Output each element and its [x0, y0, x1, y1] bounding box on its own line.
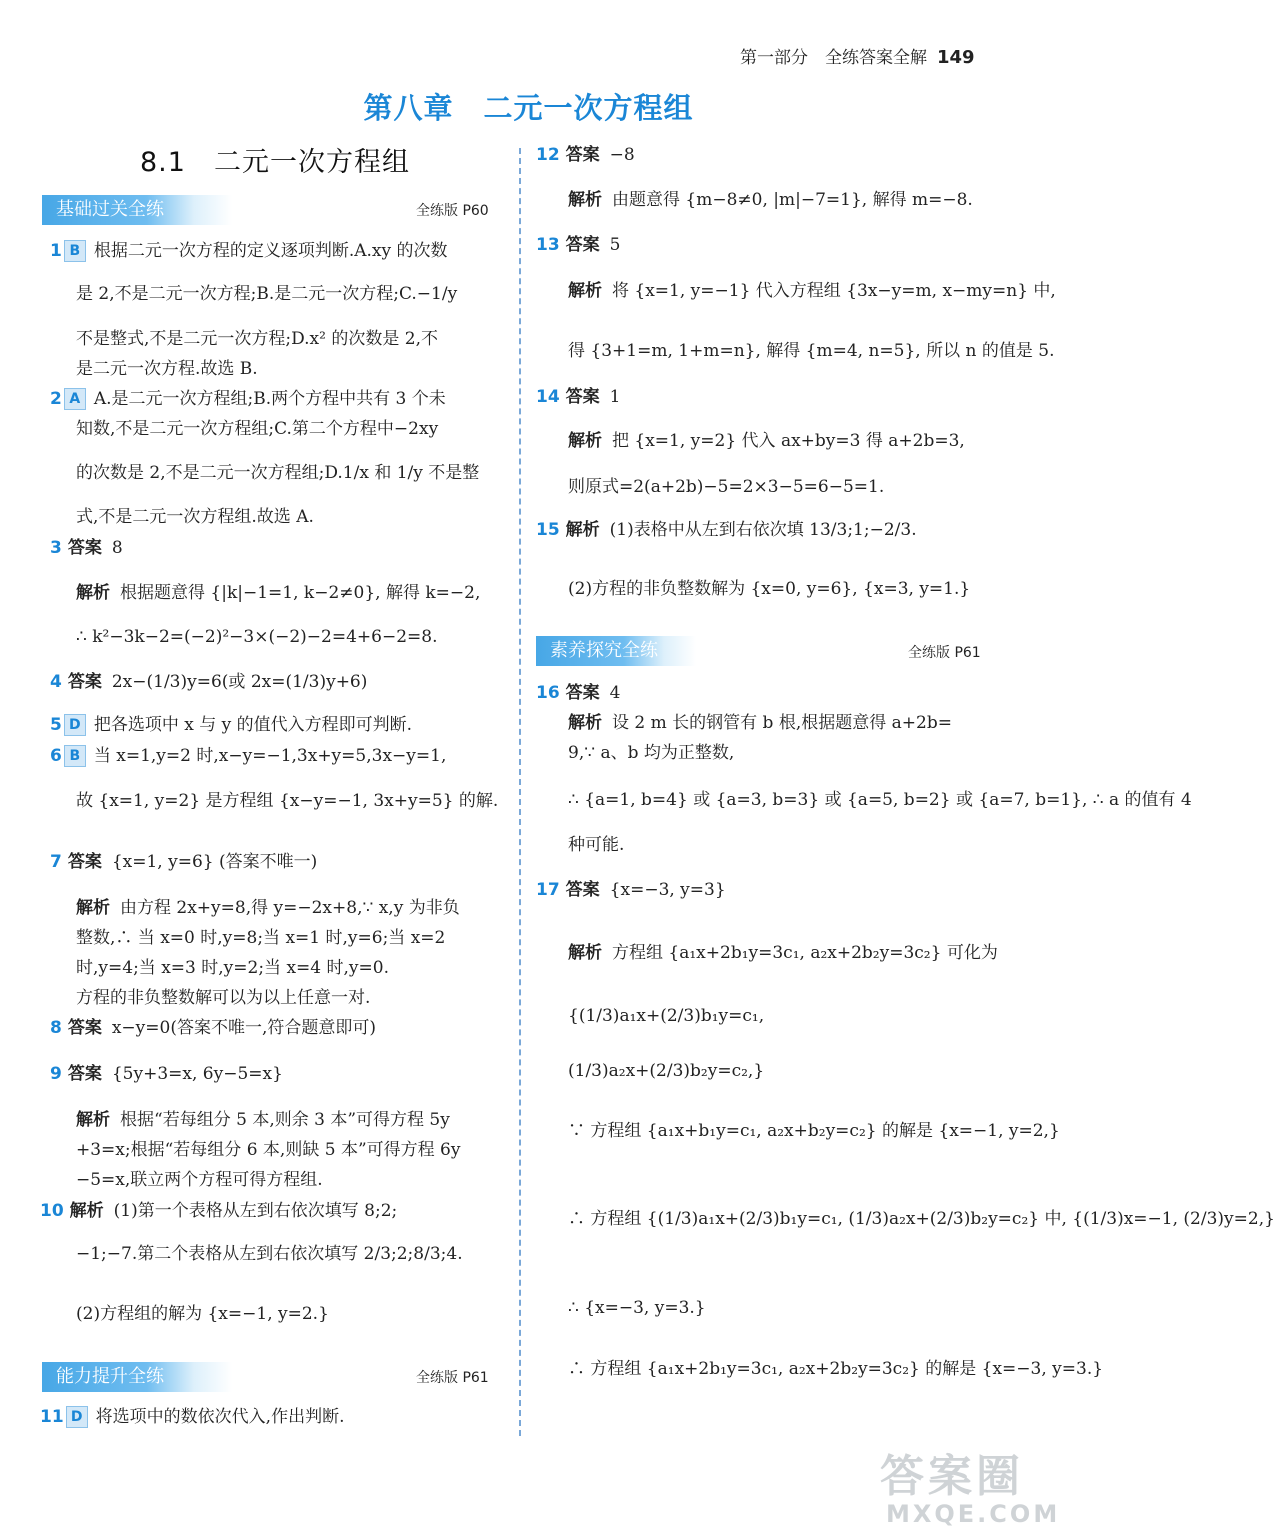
item-number: 3 — [50, 538, 62, 558]
analysis-label: 解析 — [568, 713, 602, 733]
line: 根据二元一次方程的定义逐项判断.A.xy 的次数 — [93, 241, 448, 261]
analysis-line — [76, 897, 460, 919]
item-number: 6 — [50, 746, 62, 766]
line: 将选项中的数依次代入,作出判断. — [95, 1407, 345, 1427]
analysis-line — [76, 582, 480, 604]
analysis-line — [568, 430, 965, 452]
line: {x=1, y=6} (答案不唯一) — [111, 852, 318, 872]
chapter-title: 第八章 二元一次方程组 — [363, 91, 694, 125]
item-8 — [50, 1017, 376, 1039]
analysis-label: 解析 — [76, 1110, 110, 1130]
line: −5=x,联立两个方程可得方程组. — [76, 1170, 323, 1190]
section-banner-ability: 能力提升全练 — [42, 1362, 232, 1392]
item-14 — [536, 386, 621, 408]
line: 得 {3+1=m, 1+m=n}, 解得 {m=4, n=5}, 所以 n 的值是 5. — [568, 341, 1055, 361]
item-10 — [40, 1200, 397, 1222]
analysis-label: 解析 — [565, 520, 600, 540]
item-number: 11 — [40, 1407, 64, 1427]
answer-label: 答案 — [565, 145, 600, 165]
line: ∴ {a=1, b=4} 或 {a=3, b=3} 或 {a=5, b=2} 或 {a=7, b=1}, ∴ a 的值有 4 — [568, 790, 1192, 810]
analysis-line — [568, 189, 973, 211]
choice-badge: B — [64, 240, 86, 262]
line: 是 2,不是二元一次方程;B.是二元一次方程;C.−1/y — [76, 284, 458, 304]
analysis-line — [568, 942, 998, 964]
line: 则原式=2(a+2b)−5=2×3−5=6−5=1. — [568, 477, 885, 497]
running-head-text: 第一部分 全练答案全解 — [740, 48, 927, 68]
line: ∵ 方程组 {a₁x+b₁y=c₁, a₂x+b₂y=c₂} 的解是 {x=−1, y=2,} — [568, 1121, 1060, 1141]
line: 设 2 m 长的钢管有 b 根,根据题意得 a+2b= — [612, 713, 952, 733]
item-number: 13 — [536, 235, 560, 255]
item-number: 5 — [50, 715, 62, 735]
line: 把各选项中 x 与 y 的值代入方程即可判断. — [93, 715, 413, 735]
line: ∴ 方程组 {a₁x+2b₁y=3c₁, a₂x+2b₂y=3c₂} 的解是 {x=−3, y=3.} — [568, 1359, 1104, 1379]
section-title: 8.1 二元一次方程组 — [140, 147, 410, 178]
item-2 — [50, 388, 446, 410]
choice-badge: D — [64, 714, 86, 736]
item-12 — [536, 144, 635, 166]
line: 故 {x=1, y=2} 是方程组 {x−y=−1, 3x+y=5} 的解. — [76, 791, 499, 811]
answer-label: 答案 — [67, 1018, 102, 1038]
analysis-line — [76, 1109, 450, 1131]
item-4 — [50, 671, 367, 693]
answer-label: 答案 — [565, 880, 600, 900]
analysis-label: 解析 — [568, 281, 602, 301]
answer-label: 答案 — [67, 1064, 102, 1084]
line: 当 x=1,y=2 时,x−y=−1,3x+y=5,3x−y=1, — [93, 746, 447, 766]
section-ref-literacy: 全练版 P61 — [908, 645, 981, 661]
line: 不是整式,不是二元一次方程;D.x² 的次数是 2,不 — [76, 329, 438, 349]
answer-label: 答案 — [67, 672, 102, 692]
line: 8 — [111, 538, 123, 558]
item-number: 16 — [536, 683, 560, 703]
line: (1/3)a₂x+(2/3)b₂y=c₂,} — [568, 1061, 765, 1081]
line: 的次数是 2,不是二元一次方程组;D.1/x 和 1/y 不是整 — [76, 463, 480, 483]
line: 4 — [609, 683, 621, 703]
answer-label: 答案 — [67, 852, 102, 872]
item-3 — [50, 537, 123, 559]
line: 2x−(1/3)y=6(或 2x=(1/3)y+6) — [111, 672, 368, 692]
line: A.是二元一次方程组;B.两个方程中共有 3 个未 — [93, 389, 446, 409]
line: 由题意得 {m−8≠0, |m|−7=1}, 解得 m=−8. — [612, 190, 973, 210]
item-number: 10 — [40, 1201, 64, 1221]
choice-badge: A — [64, 388, 86, 410]
item-number: 15 — [536, 520, 560, 540]
item-9 — [50, 1063, 283, 1085]
item-number: 1 — [50, 241, 62, 261]
line: 9,∵ a、b 均为正整数, — [568, 743, 735, 763]
page-number: 149 — [937, 47, 975, 68]
analysis-label: 解析 — [76, 898, 110, 918]
item-5 — [50, 714, 412, 736]
answer-label: 答案 — [565, 683, 600, 703]
line: 式,不是二元一次方程组.故选 A. — [76, 507, 314, 527]
column-divider — [519, 148, 521, 1436]
line: 把 {x=1, y=2} 代入 ax+by=3 得 a+2b=3, — [612, 431, 965, 451]
answer-label: 答案 — [565, 387, 600, 407]
item-17 — [536, 879, 726, 901]
item-number: 4 — [50, 672, 62, 692]
item-number: 14 — [536, 387, 560, 407]
line: −8 — [609, 145, 635, 165]
item-11 — [40, 1406, 344, 1428]
item-number: 8 — [50, 1018, 62, 1038]
section-ref-ability: 全练版 P61 — [416, 1370, 489, 1386]
item-number: 12 — [536, 145, 560, 165]
analysis-label: 解析 — [568, 431, 602, 451]
line: 方程的非负整数解可以为以上任意一对. — [76, 988, 371, 1008]
line: 由方程 2x+y=8,得 y=−2x+8,∵ x,y 为非负 — [120, 898, 460, 918]
line: 根据题意得 {|k|−1=1, k−2≠0}, 解得 k=−2, — [120, 583, 481, 603]
line: (1)表格中从左到右依次填 13/3;1;−2/3. — [609, 520, 917, 540]
watermark-logo: 答案圈 — [880, 1451, 1024, 1502]
line: ∴ k²−3k−2=(−2)²−3×(−2)−2=4+6−2=8. — [76, 627, 438, 647]
item-7 — [50, 851, 317, 873]
line: x−y=0(答案不唯一,符合题意即可) — [111, 1018, 377, 1038]
line: 5 — [609, 235, 621, 255]
line: (2)方程组的解为 {x=−1, y=2.} — [76, 1304, 329, 1324]
line: (2)方程的非负整数解为 {x=0, y=6}, {x=3, y=1.} — [568, 579, 971, 599]
item-13 — [536, 234, 621, 256]
watermark — [880, 1440, 1060, 1528]
line: 知数,不是二元一次方程组;C.第二个方程中−2xy — [76, 419, 439, 439]
line: −1;−7.第二个表格从左到右依次填写 2/3;2;8/3;4. — [76, 1244, 463, 1264]
analysis-line — [568, 280, 1056, 302]
analysis-label: 解析 — [76, 583, 110, 603]
section-banner-basic: 基础过关全练 — [42, 195, 232, 225]
choice-badge: D — [66, 1406, 88, 1428]
item-1 — [50, 240, 448, 262]
line: 整数,∴ 当 x=0 时,y=8;当 x=1 时,y=6;当 x=2 — [76, 928, 446, 948]
line: 将 {x=1, y=−1} 代入方程组 {3x−y=m, x−my=n} 中, — [612, 281, 1056, 301]
item-number: 2 — [50, 389, 62, 409]
line: 是二元一次方程.故选 B. — [76, 359, 258, 379]
line: 方程组 {a₁x+2b₁y=3c₁, a₂x+2b₂y=3c₂} 可化为 — [612, 943, 998, 963]
item-number: 17 — [536, 880, 560, 900]
line: 1 — [609, 387, 621, 407]
watermark-url: MXQE.COM — [886, 1500, 1061, 1528]
line: +3=x;根据“若每组分 6 本,则缺 5 本”可得方程 6y — [76, 1140, 461, 1160]
analysis-label: 解析 — [568, 943, 602, 963]
item-number: 7 — [50, 852, 62, 872]
choice-badge: B — [64, 745, 86, 767]
line: {(1/3)a₁x+(2/3)b₁y=c₁, — [568, 1006, 765, 1026]
line: 种可能. — [568, 835, 625, 855]
running-head — [740, 43, 975, 68]
item-6 — [50, 745, 446, 767]
line: ∴ 方程组 {(1/3)a₁x+(2/3)b₁y=c₁, (1/3)a₂x+(2/3)b₂y=c₂} 中, {(1/3)x=−1, (2/3)y=2,} — [568, 1209, 1275, 1229]
line: {5y+3=x, 6y−5=x} — [111, 1064, 283, 1084]
line: {x=−3, y=3} — [609, 880, 726, 900]
item-16 — [536, 682, 621, 704]
section-banner-literacy: 素养探究全练 — [536, 636, 696, 666]
analysis-line — [568, 712, 952, 734]
line: (1)第一个表格从左到右依次填写 8;2; — [113, 1201, 398, 1221]
line: ∴ {x=−3, y=3.} — [568, 1298, 706, 1318]
analysis-label: 解析 — [568, 190, 602, 210]
item-number: 9 — [50, 1064, 62, 1084]
answer-label: 答案 — [565, 235, 600, 255]
line: 时,y=4;当 x=3 时,y=2;当 x=4 时,y=0. — [76, 958, 389, 978]
line: 根据“若每组分 5 本,则余 3 本”可得方程 5y — [120, 1110, 450, 1130]
answer-label: 答案 — [67, 538, 102, 558]
item-15 — [536, 519, 917, 541]
analysis-label: 解析 — [69, 1201, 104, 1221]
section-ref-basic: 全练版 P60 — [416, 203, 489, 219]
